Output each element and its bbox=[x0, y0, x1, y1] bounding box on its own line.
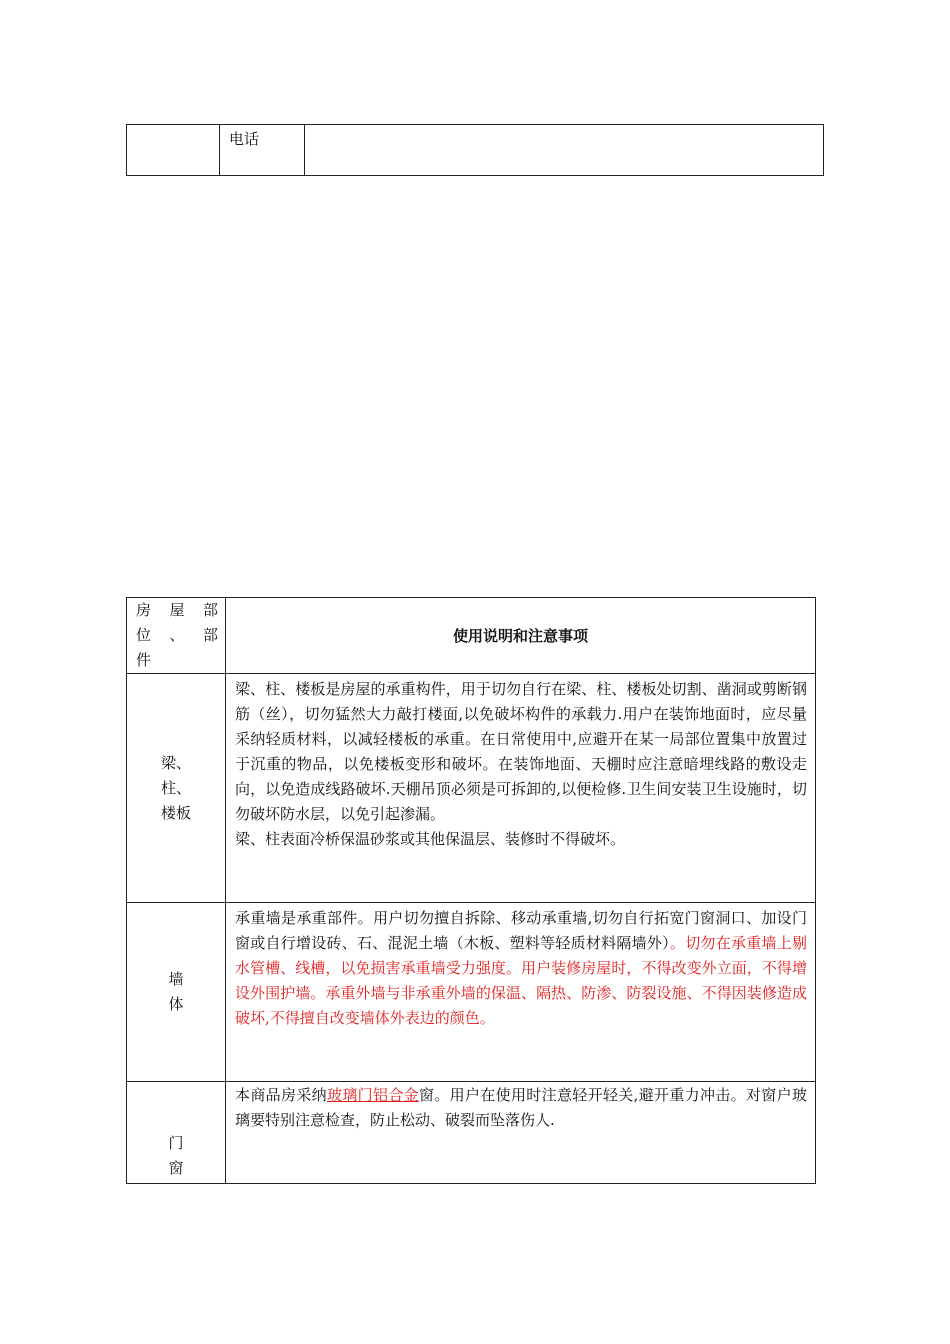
notes-window-prefix: 本商品房采纳 bbox=[235, 1086, 327, 1104]
table-row-wall bbox=[127, 903, 816, 1082]
part-label-wall bbox=[127, 903, 226, 1082]
notes-beam bbox=[226, 674, 816, 903]
header-part-line: 件 bbox=[136, 651, 152, 669]
notes-wall-warning: 。切勿在承重墙上剔水管槽、线槽，以免损害承重墙受力强度。用户装修房屋时，不得改变外立面，不得增设外围护墙。承重外墙与非承重外墙的保温、隔热、防渗、防裂设施、不得因装修造成破坏,不得擅自改变墙体外表边的颜色。 bbox=[235, 934, 807, 1027]
part-label-line: 窗 bbox=[168, 1159, 184, 1177]
part-label-line: 楼板 bbox=[160, 803, 191, 822]
table-row-window bbox=[127, 1082, 816, 1184]
phone-label: 电话 bbox=[220, 125, 305, 176]
contact-row bbox=[127, 125, 824, 176]
contact-table bbox=[126, 124, 824, 176]
part-label-line: 墙 bbox=[168, 970, 184, 988]
aluminum-alloy-link[interactable]: 铝合金 bbox=[372, 1086, 419, 1104]
part-label-window bbox=[127, 1082, 226, 1184]
notes-window-suffix: 窗。用户在使用时注意轻开轻关,避开重力冲击。对窗户玻璃要特别注意检查，防止松动、破裂而坠落伤人. bbox=[235, 1086, 807, 1129]
usage-notes-table bbox=[126, 597, 816, 1184]
table-row-beam bbox=[127, 674, 816, 903]
notes-window bbox=[226, 1082, 816, 1184]
part-label-line: 梁、 bbox=[160, 753, 191, 772]
notes-wall-text: 承重墙是承重部件。用户切勿擅自拆除、移动承重墙,切勿自行拓宽门窗洞口、加设门窗或自行增设砖、石、混泥土墙（木板、塑料等轻质材料隔墙外） bbox=[235, 909, 807, 952]
header-part-line: 房 屋 部 bbox=[136, 601, 218, 619]
header-part-cell bbox=[127, 598, 226, 674]
header-row bbox=[127, 598, 816, 674]
part-label-line: 柱、 bbox=[160, 778, 191, 797]
header-notes-title: 使用说明和注意事项 bbox=[226, 598, 816, 674]
part-label-line: 体 bbox=[168, 995, 184, 1013]
part-label-line: 门 bbox=[168, 1134, 184, 1152]
glass-door-link[interactable]: 玻璃门 bbox=[326, 1086, 373, 1104]
header-part-line: 位 、 部 bbox=[136, 626, 218, 644]
notes-beam-paragraph: 梁、柱、楼板是房屋的承重构件，用于切勿自行在梁、柱、楼板处切割、凿洞或剪断钢筋（丝），切勿猛然大力敲打楼面,以免破坏构件的承载力.用户在装饰地面时，应尽量采纳轻质材料，以减轻楼板的承重。在日常使用中,应避开在某一局部位置集中放置过于沉重的物品，以免楼板变形和破坏。在装饰地面、天棚时应注意暗埋线路的敷设走向，以免造成线路破坏.天棚吊顶必须是可拆卸的,以便检修.卫生间安装卫生设施时，切勿破坏防水层，以免引起渗漏。 bbox=[235, 680, 807, 823]
contact-empty-cell bbox=[127, 125, 220, 176]
notes-beam-paragraph-2: 梁、柱表面冷桥保温砂浆或其他保温层、装修时不得破坏。 bbox=[235, 830, 626, 848]
part-label-beam bbox=[127, 674, 226, 903]
phone-value-cell bbox=[305, 125, 824, 176]
notes-wall bbox=[226, 903, 816, 1082]
